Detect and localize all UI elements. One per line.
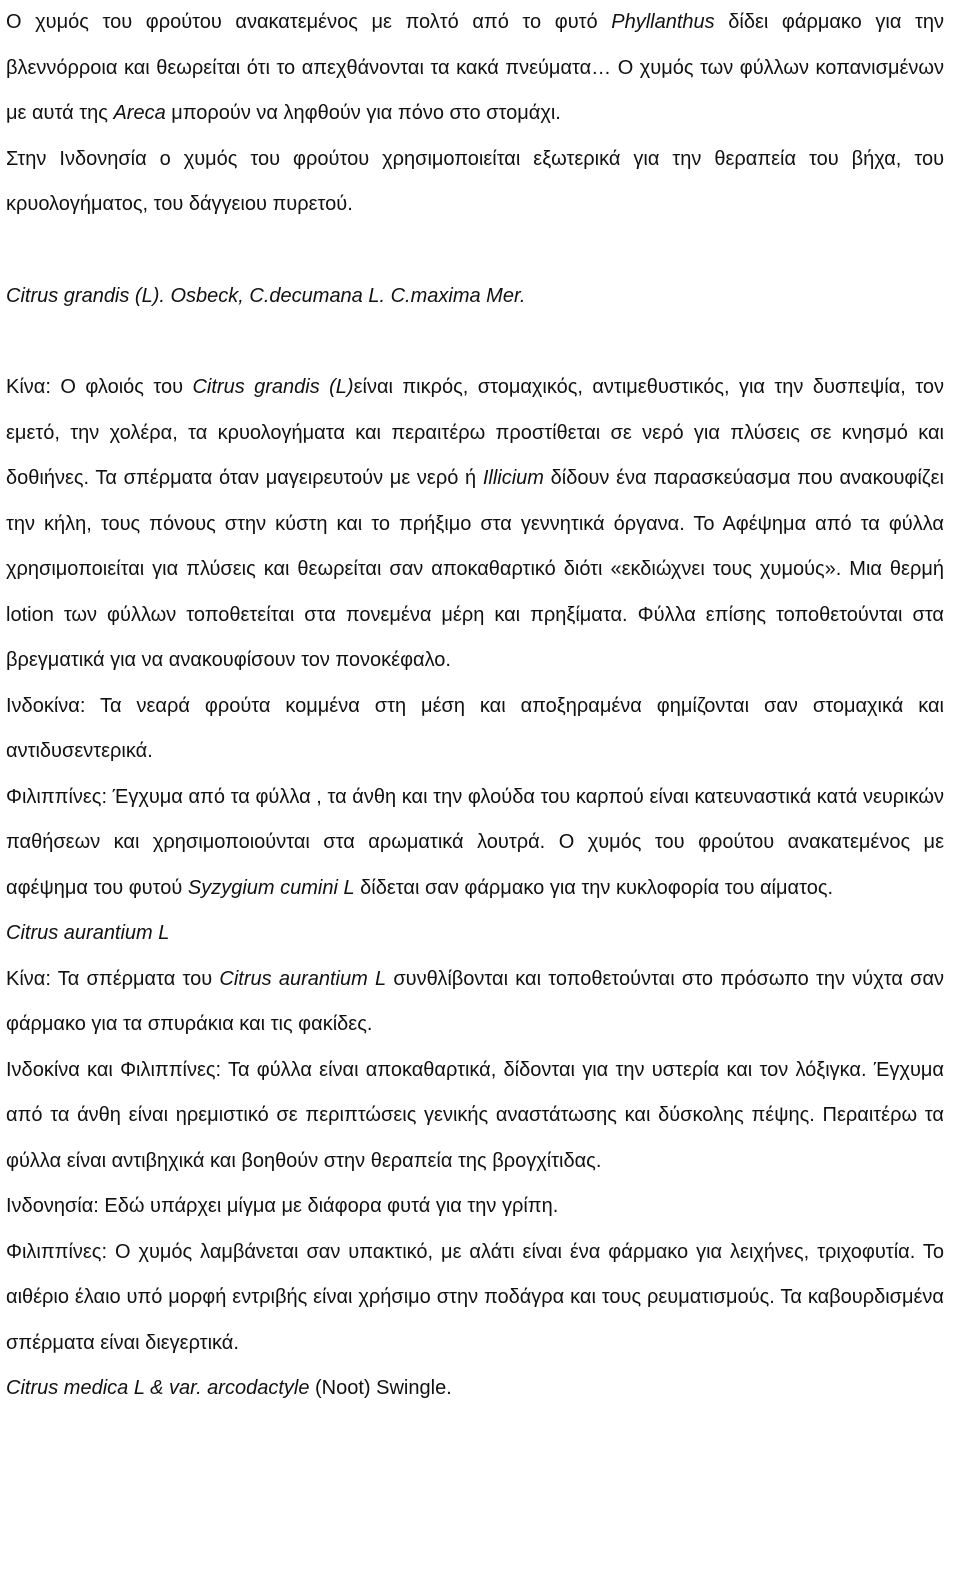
text-segment: δίδει φάρμακο για την βλεννόρροια και θεωρείται ότι το απεχθάνονται τα κακά πνεύματα… Ο χυμός των φύλλων κοπανισμένων με αυτά της bbox=[6, 11, 944, 124]
paragraph-phyllanthus bbox=[6, 0, 944, 137]
spacer bbox=[6, 319, 944, 365]
italic-text-segment: Citrus grandis (L). Osbeck, C.decumana L. C.maxima Mer. bbox=[6, 284, 526, 307]
species-heading-citrus-aurantium bbox=[6, 911, 944, 957]
paragraph-philippines bbox=[6, 775, 944, 912]
paragraph-indonesia-flu bbox=[6, 1184, 944, 1230]
italic-text-segment: Illicium bbox=[482, 467, 544, 489]
text-segment: Κίνα: Ο φλοιός του bbox=[6, 376, 193, 398]
paragraph-china-citrus-aurantium bbox=[6, 957, 944, 1048]
italic-text-segment: Syzygium cumini L bbox=[187, 876, 355, 899]
text-segment: είναι πικρός, στομαχικός, αντιμεθυστικός, για την δυσπεψία, τον εμετό, την χολέρα, τα κρυολογήματα και περαιτέρω προστίθεται σε νερό για πλύσεις σε κνησμό και δοθιήνες. Τα σπέρματα όταν μαγειρευτούν με νερό ή bbox=[6, 376, 944, 489]
text-segment: (Noot) Swingle. bbox=[309, 1377, 452, 1399]
text-segment: δίδουν ένα παρασκεύασμα που ανακουφίζει την κήλη, τους πόνους στην κύστη και το πρήξιμο στα γεννητικά όργανα. Το Αφέψημα από τα φύλλα χρησιμοποιείται για πλύσεις και θεωρείται σαν αποκαθαρτικό διότι «εκδιώχνει τους χυμούς». Μια θερμή lotion των φύλλων τοποθετείται στα πονεμένα μέρη και πρηξίματα. Φύλλα επίσης τοποθετούνται στα βρεγματικά για να ανακουφίσουν τον πονοκέφαλο. bbox=[6, 467, 944, 671]
paragraph-china-citrus-grandis bbox=[6, 365, 944, 684]
text-segment: Στην Ινδονησία ο χυμός του φρούτου χρησιμοποιείται εξωτερικά για την θεραπεία του βήχα, του κρυολογήματος, του δάγγειου πυρετού. bbox=[6, 147, 944, 215]
italic-text-segment: Citrus medica L & var. arcodactyle bbox=[6, 1377, 310, 1399]
text-segment: Ινδοκίνα: Τα νεαρά φρούτα κομμένα στη μέση και αποξηραμένα φημίζονται σαν στομαχικά και αντιδυσεντερικά. bbox=[6, 694, 944, 762]
italic-text-segment: Citrus aurantium L bbox=[6, 922, 170, 944]
species-heading-citrus-medica bbox=[6, 1366, 944, 1412]
paragraph-indochina bbox=[6, 684, 944, 775]
text-segment: Ινδοκίνα και Φιλιππίνες: Τα φύλλα είναι αποκαθαρτικά, δίδονται για την υστερία και τον λόξιγκα. Έγχυμα από τα άνθη είναι ηρεμιστικό σε περιπτώσεις γενικής αναστάτωσης και δύσκολης πέψης. Περαιτέρω τα φύλλα είναι αντιβηχικά και βοηθούν στην θεραπεία της βρογχίτιδας. bbox=[6, 1058, 944, 1172]
paragraph-philippines-laxative bbox=[6, 1230, 944, 1367]
paragraph-indochina-philippines bbox=[6, 1048, 944, 1185]
text-segment: μπορούν να ληφθούν για πόνο στο στομάχι. bbox=[165, 102, 561, 124]
text-segment: Κίνα: Τα σπέρματα του bbox=[6, 967, 220, 990]
spacer bbox=[6, 228, 944, 274]
text-segment: συνθλίβονται και τοποθετούνται στο πρόσωπο την νύχτα σαν φάρμακο για τα σπυράκια και τις φακίδες. bbox=[6, 967, 945, 1035]
text-segment: Φιλιππίνες: Ο χυμός λαμβάνεται σαν υπακτικό, με αλάτι είναι ένα φάρμακο για λειχήνες, τριχοφυτία. Το αιθέριο έλαιο υπό μορφή εντριβής είναι χρήσιμο στην ποδάγρα και τους ρευματισμούς. Τα καβουρδισμένα σπέρματα είναι διεγερτικά. bbox=[6, 1240, 944, 1354]
text-segment: δίδεται σαν φάρμακο για την κυκλοφορία του αίματος. bbox=[354, 876, 834, 899]
italic-text-segment: Citrus aurantium L bbox=[219, 967, 387, 990]
italic-text-segment: Areca bbox=[113, 102, 166, 124]
text-segment: Φιλιππίνες: Έγχυμα από τα φύλλα , τα άνθη και την φλούδα του καρπού είναι κατευναστικά κατά νευρικών παθήσεων και χρησιμοποιούνται στα αρωματικά λουτρά. Ο χυμός του φρούτου ανακατεμένος με αφέψημα του φυτού bbox=[6, 785, 944, 899]
text-segment: Ο χυμός του φρούτου ανακατεμένος με πολτό από το φυτό bbox=[6, 11, 612, 33]
document-page bbox=[6, 0, 944, 1412]
italic-text-segment: Citrus grandis (L) bbox=[192, 376, 354, 398]
text-segment: Ινδονησία: Εδώ υπάρχει μίγμα με διάφορα φυτά για την γρίπη. bbox=[6, 1195, 559, 1217]
paragraph-indonesia-cough bbox=[6, 137, 944, 228]
italic-text-segment: Phyllanthus bbox=[611, 11, 715, 33]
species-heading-citrus-grandis bbox=[6, 274, 944, 320]
